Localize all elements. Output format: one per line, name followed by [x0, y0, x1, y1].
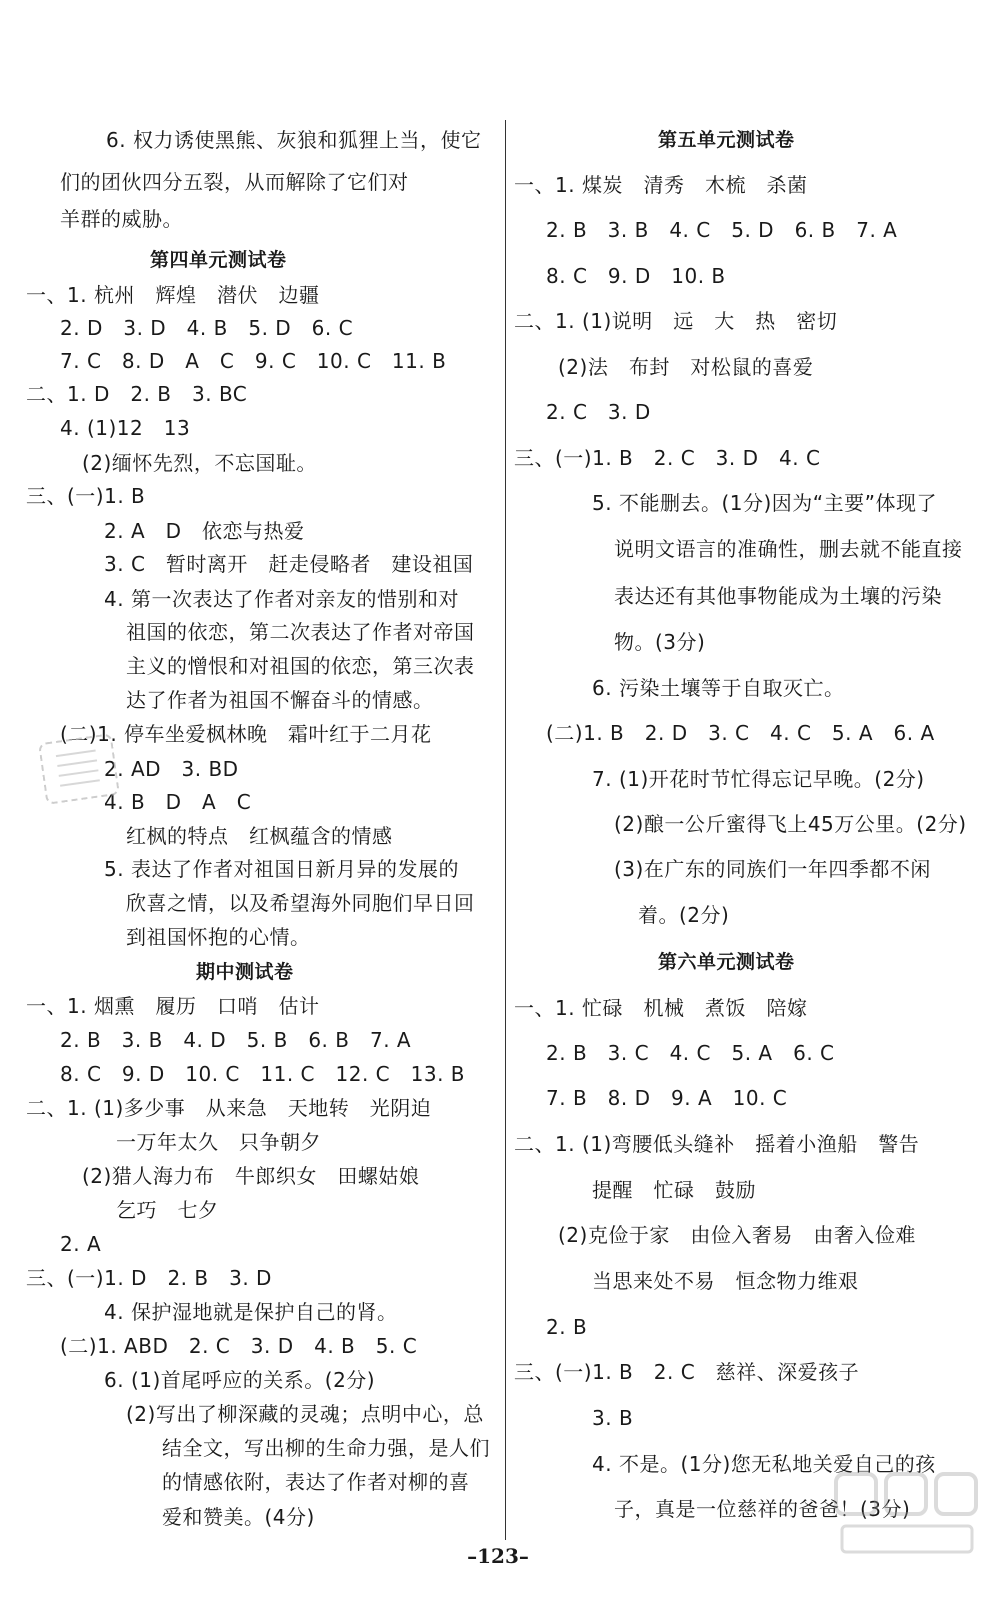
left-answer-line: 到祖国怀抱的心情。 — [126, 925, 311, 949]
left-answer-line: 2. A — [60, 1232, 102, 1256]
right-answer-line: 3. B — [592, 1406, 634, 1430]
left-answer-line: 欣喜之情，以及希望海外同胞们早日回 — [126, 891, 475, 915]
left-answer-line: 羊群的威胁。 — [60, 207, 183, 231]
page-number: –123– — [467, 1544, 529, 1568]
left-answer-line: 的情感依附，表达了作者对柳的喜 — [162, 1470, 470, 1494]
left-answer-line: 6. 权力诱使黑熊、灰狼和狐狸上当，使它 — [106, 128, 482, 152]
right-answer-line: 物。(3分) — [614, 630, 706, 654]
right-answer-line: 二、1. (1)弯腰低头缝补 摇着小渔船 警告 — [514, 1132, 920, 1156]
right-answer-line: 说明文语言的准确性，删去就不能直接 — [614, 537, 963, 561]
left-answer-line: (二)1. ABD 2. C 3. D 4. B 5. C — [60, 1334, 418, 1358]
left-answer-line: 3. C 暂时离开 赶走侵略者 建设祖国 — [104, 552, 474, 576]
left-answer-line: (2)写出了柳深藏的灵魂；点明中心，总 — [126, 1402, 484, 1426]
left-answer-line: 祖国的依恋，第二次表达了作者对帝国 — [126, 620, 475, 644]
right-answer-line: 8. C 9. D 10. B — [546, 264, 726, 288]
right-answer-line: 4. 不是。(1分)您无私地关爱自己的孩 — [592, 1452, 936, 1476]
left-answer-line: 4. 保护湿地就是保护自己的肾。 — [104, 1300, 398, 1324]
right-section-heading: 第六单元测试卷 — [658, 951, 795, 973]
right-answer-line: 表达还有其他事物能成为土壤的污染 — [614, 584, 942, 608]
right-section-heading: 第五单元测试卷 — [658, 129, 795, 151]
left-answer-line: 2. D 3. D 4. B 5. D 6. C — [60, 316, 354, 340]
right-answer-line: 当思来处不易 恒念物力维艰 — [592, 1269, 859, 1293]
left-answer-line: 主义的憎恨和对祖国的依恋，第三次表 — [126, 654, 475, 678]
left-answer-line: 4. (1)12 13 — [60, 416, 191, 440]
right-answer-line: 子，真是一位慈祥的爸爸！(3分) — [614, 1497, 911, 1521]
right-answer-line: 5. 不能删去。(1分)因为“主要”体现了 — [592, 491, 937, 515]
left-answer-line: 5. 表达了作者对祖国日新月异的发展的 — [104, 857, 459, 881]
left-answer-line: 2. B 3. B 4. D 5. B 6. B 7. A — [60, 1028, 412, 1052]
left-answer-line: 红枫的特点 红枫蕴含的情感 — [126, 824, 393, 848]
left-answer-line: (2)猎人海力布 牛郎织女 田螺姑娘 — [82, 1164, 420, 1188]
left-answer-line: 一、1. 杭州 辉煌 潜伏 边疆 — [26, 283, 320, 307]
left-answer-line: 三、(一)1. B — [26, 484, 146, 508]
right-answer-line: (2)法 布封 对松鼠的喜爱 — [558, 355, 814, 379]
right-answer-line: 一、1. 忙碌 机械 煮饭 陪嫁 — [514, 996, 808, 1020]
left-section-heading: 第四单元测试卷 — [150, 249, 287, 271]
left-answer-line: 二、1. (1)多少事 从来急 天地转 光阴迫 — [26, 1096, 432, 1120]
left-answer-line: 爱和赞美。(4分) — [162, 1505, 315, 1529]
right-answer-line: 三、(一)1. B 2. C 3. D 4. C — [514, 446, 821, 470]
left-answer-line: 们的团伙四分五裂，从而解除了它们对 — [60, 170, 409, 194]
right-answer-line: 2. B 3. C 4. C 5. A 6. C — [546, 1041, 835, 1065]
left-answer-line: 一、1. 烟熏 履历 口哨 估计 — [26, 994, 320, 1018]
right-column — [510, 0, 996, 1540]
left-answer-line: 4. B D A C — [104, 790, 252, 814]
right-answer-line: 7. (1)开花时节忙得忘记早晚。(2分) — [592, 767, 925, 791]
right-answer-line: 提醒 忙碌 鼓励 — [592, 1178, 756, 1202]
right-answer-line: 着。(2分) — [638, 903, 730, 927]
left-answer-line: 2. AD 3. BD — [104, 757, 239, 781]
left-answer-line: (2)缅怀先烈，不忘国耻。 — [82, 451, 317, 475]
column-divider — [505, 120, 506, 1540]
left-answer-line: 6. (1)首尾呼应的关系。(2分) — [104, 1368, 376, 1392]
left-answer-line: 8. C 9. D 10. C 11. C 12. C 13. B — [60, 1062, 466, 1086]
left-answer-line: 三、(一)1. D 2. B 3. D — [26, 1266, 272, 1290]
left-answer-line: 2. A D 依恋与热爱 — [104, 519, 305, 543]
left-answer-line: 二、1. D 2. B 3. BC — [26, 382, 248, 406]
right-answer-line: (2)酿一公斤蜜得飞上45万公里。(2分) — [614, 812, 967, 836]
left-answer-line: 4. 第一次表达了作者对亲友的惜别和对 — [104, 587, 459, 611]
left-answer-line: 一万年太久 只争朝夕 — [116, 1130, 321, 1154]
left-section-heading: 期中测试卷 — [196, 961, 294, 983]
right-answer-line: 一、1. 煤炭 清秀 木梳 杀菌 — [514, 173, 808, 197]
right-answer-line: (二)1. B 2. D 3. C 4. C 5. A 6. A — [546, 721, 935, 745]
right-answer-line: 7. B 8. D 9. A 10. C — [546, 1086, 788, 1110]
left-answer-line: (二)1. 停车坐爱枫林晚 霜叶红于二月花 — [60, 722, 432, 746]
right-answer-line: 2. C 3. D — [546, 400, 651, 424]
stamp-watermark — [38, 733, 120, 805]
left-answer-line: 7. C 8. D A C 9. C 10. C 11. B — [60, 349, 447, 373]
left-answer-line: 结全文，写出柳的生命力强，是人们 — [162, 1436, 490, 1460]
right-answer-line: (2)克俭于家 由俭入奢易 由奢入俭难 — [558, 1223, 916, 1247]
right-answer-line: 二、1. (1)说明 远 大 热 密切 — [514, 309, 838, 333]
right-answer-line: 6. 污染土壤等于自取灭亡。 — [592, 676, 845, 700]
right-answer-line: 2. B 3. B 4. C 5. D 6. B 7. A — [546, 218, 898, 242]
left-answer-line: 乞巧 七夕 — [116, 1198, 219, 1222]
left-answer-line: 达了作者为祖国不懈奋斗的情感。 — [126, 688, 434, 712]
right-answer-line: 2. B — [546, 1315, 588, 1339]
right-answer-line: (3)在广东的同族们一年四季都不闲 — [614, 857, 931, 881]
right-answer-line: 三、(一)1. B 2. C 慈祥、深爱孩子 — [514, 1360, 860, 1384]
